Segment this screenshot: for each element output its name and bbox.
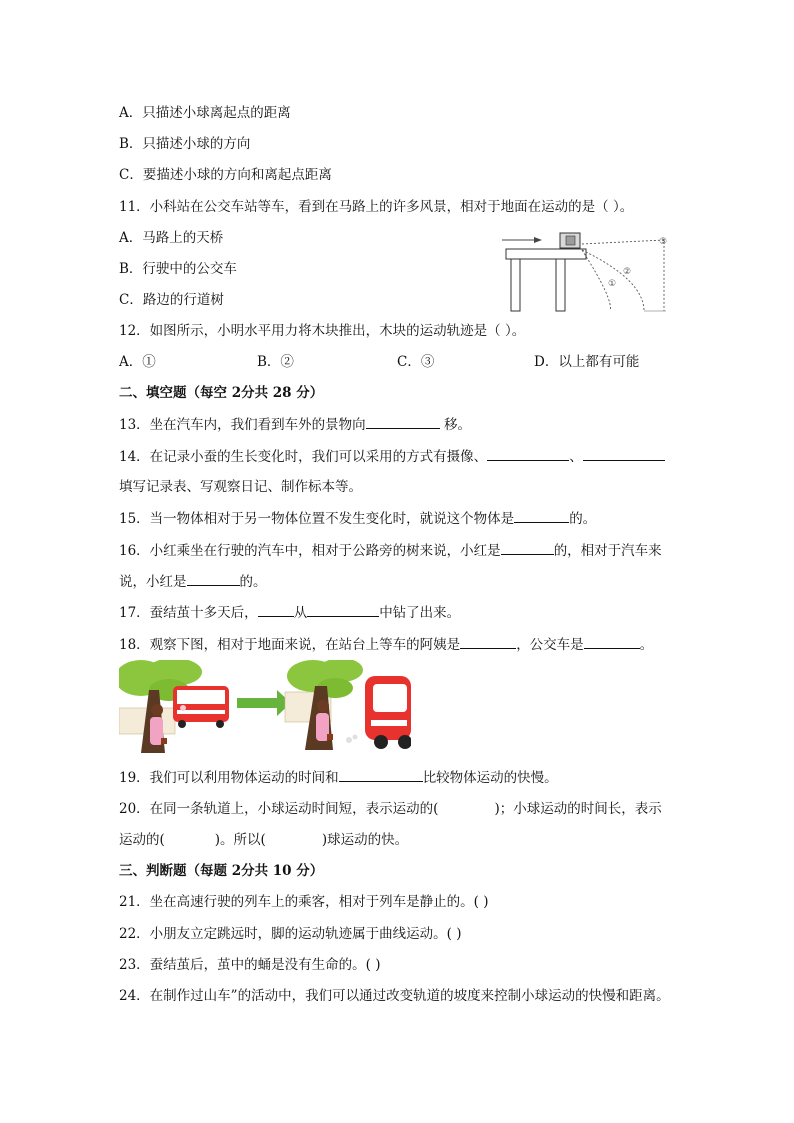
q18-blank-2[interactable]: [584, 635, 640, 649]
q19-text: 19．我们可以利用物体运动的时间和: [119, 770, 339, 786]
q19-blank[interactable]: [339, 768, 423, 782]
q19-text-end: 比较物体运动的快慢。: [422, 770, 558, 786]
bus-stop-illustration: [119, 660, 411, 753]
trajectory-label-3: ③: [659, 237, 668, 247]
q20-line2-end: )球运动的快。: [321, 832, 409, 848]
q12-option-c: C．③: [397, 354, 435, 370]
q17-text: 17．蚕结茧十多天后，: [119, 605, 258, 621]
q16-line2-end: 的。: [239, 574, 267, 590]
green-arrow: [237, 698, 279, 708]
q10-option-b: B．只描述小球的方向: [119, 136, 251, 152]
q17-blank-1[interactable]: [258, 603, 294, 617]
q14-blank-1[interactable]: [487, 447, 569, 461]
q13: [119, 415, 471, 434]
trajectory-label-1: ①: [608, 279, 617, 289]
q15-blank[interactable]: [514, 509, 569, 523]
q16-blank-1[interactable]: [501, 541, 554, 555]
q14-line2: 填写记录表、写观察日记、制作标本等。: [119, 479, 362, 495]
q18-blank-1[interactable]: [460, 635, 516, 649]
q22: 22．小朋友立定跳远时，脚的运动轨迹属于曲线运动。( ): [119, 926, 462, 942]
q17-text-end: 中钻了出来。: [379, 605, 461, 621]
q12-stem: 12．如图所示，小明水平用力将木块推出，木块的运动轨迹是（ ）。: [119, 323, 526, 339]
q13-text: 13．坐在汽车内，我们看到车外的景物向: [119, 417, 366, 433]
q18-text: 18．观察下图，相对于地面来说，在站台上等车的阿姨是: [119, 637, 461, 653]
q14: [119, 447, 665, 466]
q16-line2: [119, 572, 267, 591]
q21: 21．坐在高速行驶的列车上的乘客，相对于列车是静止的。( ): [119, 894, 489, 910]
q12-option-a: A．①: [119, 354, 156, 370]
q14-separator: 、: [569, 449, 583, 465]
q17-blank-2[interactable]: [307, 603, 379, 617]
q20-line2: [119, 831, 408, 849]
q13-blank[interactable]: [366, 415, 440, 429]
q15-text-end: 的。: [569, 511, 597, 527]
section3-title: 三、判断题（每题 2分共 10 分）: [119, 863, 324, 879]
q20-text-mid: )；小球运动的时间长，表示: [494, 801, 662, 817]
q16-text-mid: 的，相对于汽车来: [553, 543, 662, 559]
q23: 23．蚕结茧后，茧中的蛹是没有生命的。( ): [119, 957, 381, 973]
q13-text-end: 移。: [439, 417, 471, 433]
q20-line2-text: 运动的(: [119, 832, 165, 848]
q17-text-mid: 从: [293, 605, 308, 621]
q11-stem: 11．小科站在公交车站等车，看到在马路上的许多风景，相对于地面在运动的是（ ）。: [119, 199, 634, 215]
q12-option-d: D．以上都有可能: [534, 354, 640, 370]
q18-text-mid: ，公交车是: [516, 637, 584, 653]
q12-option-b: B．②: [257, 354, 294, 370]
q14-blank-2[interactable]: [583, 447, 665, 461]
q11-option-c: C．路边的行道树: [119, 292, 224, 308]
q20-text: 20．在同一条轨道上，小球运动时间短，表示运动的(: [119, 801, 439, 817]
q15-text: 15．当一物体相对于另一物体位置不发生变化时，就说这个物体是: [119, 511, 515, 527]
table-trajectory-figure: [494, 230, 674, 314]
q18-text-end: 。: [639, 637, 654, 653]
q16-text: 16．小红乘坐在行驶的汽车中，相对于公路旁的树来说，小红是: [119, 543, 501, 559]
q17: [119, 603, 460, 622]
q24: 24．在制作过山车”的活动中，我们可以通过改变轨道的坡度来控制小球运动的快慢和距离。: [119, 988, 670, 1004]
trajectory-label-2: ②: [623, 267, 632, 277]
q11-option-a: A．马路上的天桥: [119, 230, 224, 246]
q16-blank-2[interactable]: [187, 572, 240, 586]
q11-option-b: B．行驶中的公交车: [119, 261, 237, 277]
q16-line2-text: 说，小红是: [119, 574, 187, 590]
q10-option-c: C．要描述小球的方向和离起点距离: [119, 167, 332, 183]
q16: [119, 541, 662, 560]
woman-head: [151, 704, 163, 716]
q18: [119, 635, 653, 654]
section2-title: 二、填空题（每空 2分共 28 分）: [119, 385, 324, 401]
q10-option-a: A．只描述小球离起点的距离: [119, 105, 291, 121]
q15: [119, 509, 596, 528]
q19: [119, 768, 558, 787]
q14-text: 14．在记录小蚕的生长变化时，我们可以采用的方式有摄像、: [119, 449, 488, 465]
q20-line2-mid: )。所以(: [214, 832, 266, 848]
q20: [119, 800, 662, 818]
